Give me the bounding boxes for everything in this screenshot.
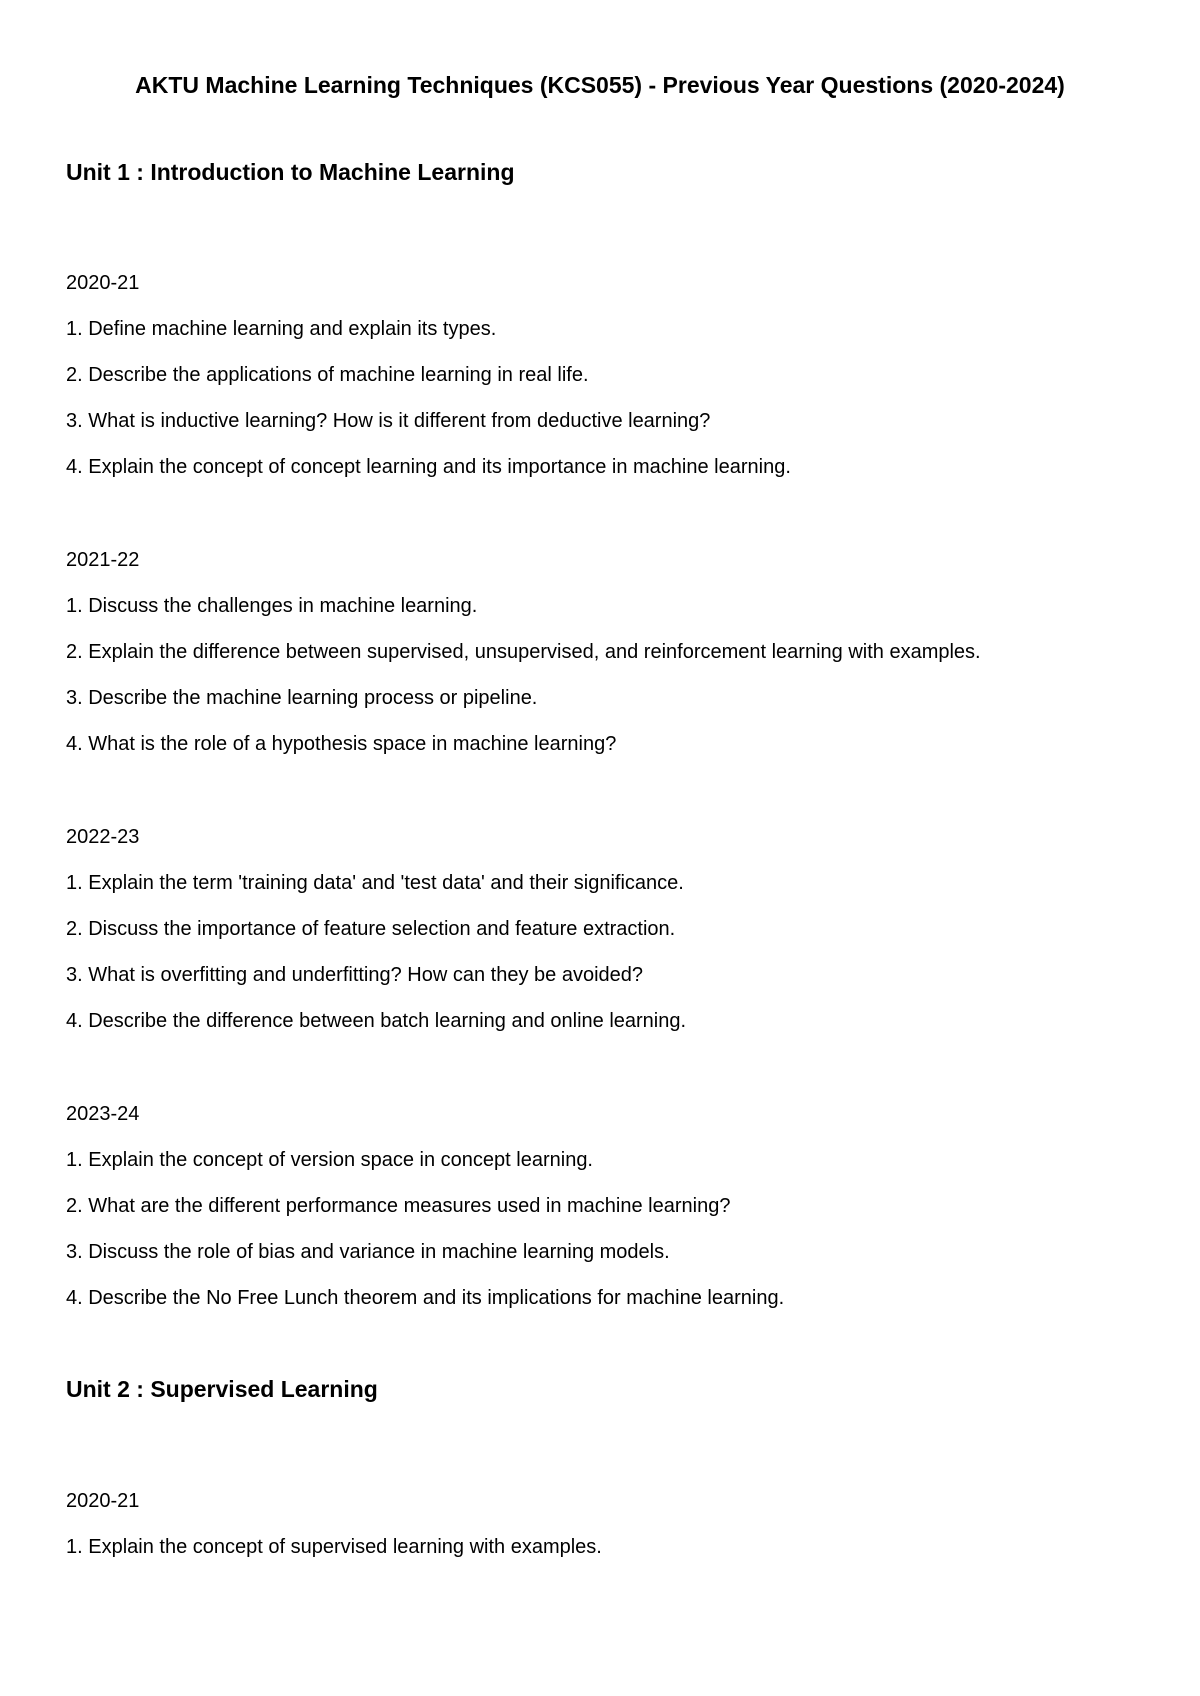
- question-item: 3. Describe the machine learning process or pipeline.: [66, 687, 538, 709]
- question-item: 4. Describe the No Free Lunch theorem and its implications for machine learning.: [66, 1287, 785, 1309]
- question-item: 1. Explain the concept of version space in concept learning.: [66, 1149, 593, 1171]
- year-label: 2020-21: [66, 1490, 140, 1512]
- question-item: 3. Discuss the role of bias and variance in machine learning models.: [66, 1241, 670, 1263]
- question-item: 1. Discuss the challenges in machine learning.: [66, 595, 478, 617]
- question-item: 4. What is the role of a hypothesis space in machine learning?: [66, 733, 617, 755]
- question-item: 2. What are the different performance measures used in machine learning?: [66, 1195, 731, 1217]
- question-item: 2. Discuss the importance of feature selection and feature extraction.: [66, 918, 676, 940]
- year-label: 2023-24: [66, 1103, 140, 1125]
- year-label: 2021-22: [66, 549, 140, 571]
- question-item: 4. Explain the concept of concept learning and its importance in machine learning.: [66, 456, 791, 478]
- document-title: AKTU Machine Learning Techniques (KCS055) - Previous Year Questions (2020-2024): [135, 72, 1065, 98]
- year-label: 2020-21: [66, 272, 140, 294]
- question-item: 1. Explain the concept of supervised learning with examples.: [66, 1536, 602, 1558]
- unit-heading: Unit 2 : Supervised Learning: [66, 1376, 378, 1402]
- question-item: 2. Describe the applications of machine learning in real life.: [66, 364, 589, 386]
- question-item: 3. What is inductive learning? How is it different from deductive learning?: [66, 410, 711, 432]
- question-item: 4. Describe the difference between batch learning and online learning.: [66, 1010, 687, 1032]
- question-item: 3. What is overfitting and underfitting? How can they be avoided?: [66, 964, 644, 986]
- unit-heading: Unit 1 : Introduction to Machine Learning: [66, 159, 515, 185]
- year-label: 2022-23: [66, 826, 140, 848]
- question-item: 2. Explain the difference between supervised, unsupervised, and reinforcement learning with examples.: [66, 641, 981, 663]
- question-item: 1. Define machine learning and explain its types.: [66, 318, 497, 340]
- question-item: 1. Explain the term 'training data' and 'test data' and their significance.: [66, 872, 684, 894]
